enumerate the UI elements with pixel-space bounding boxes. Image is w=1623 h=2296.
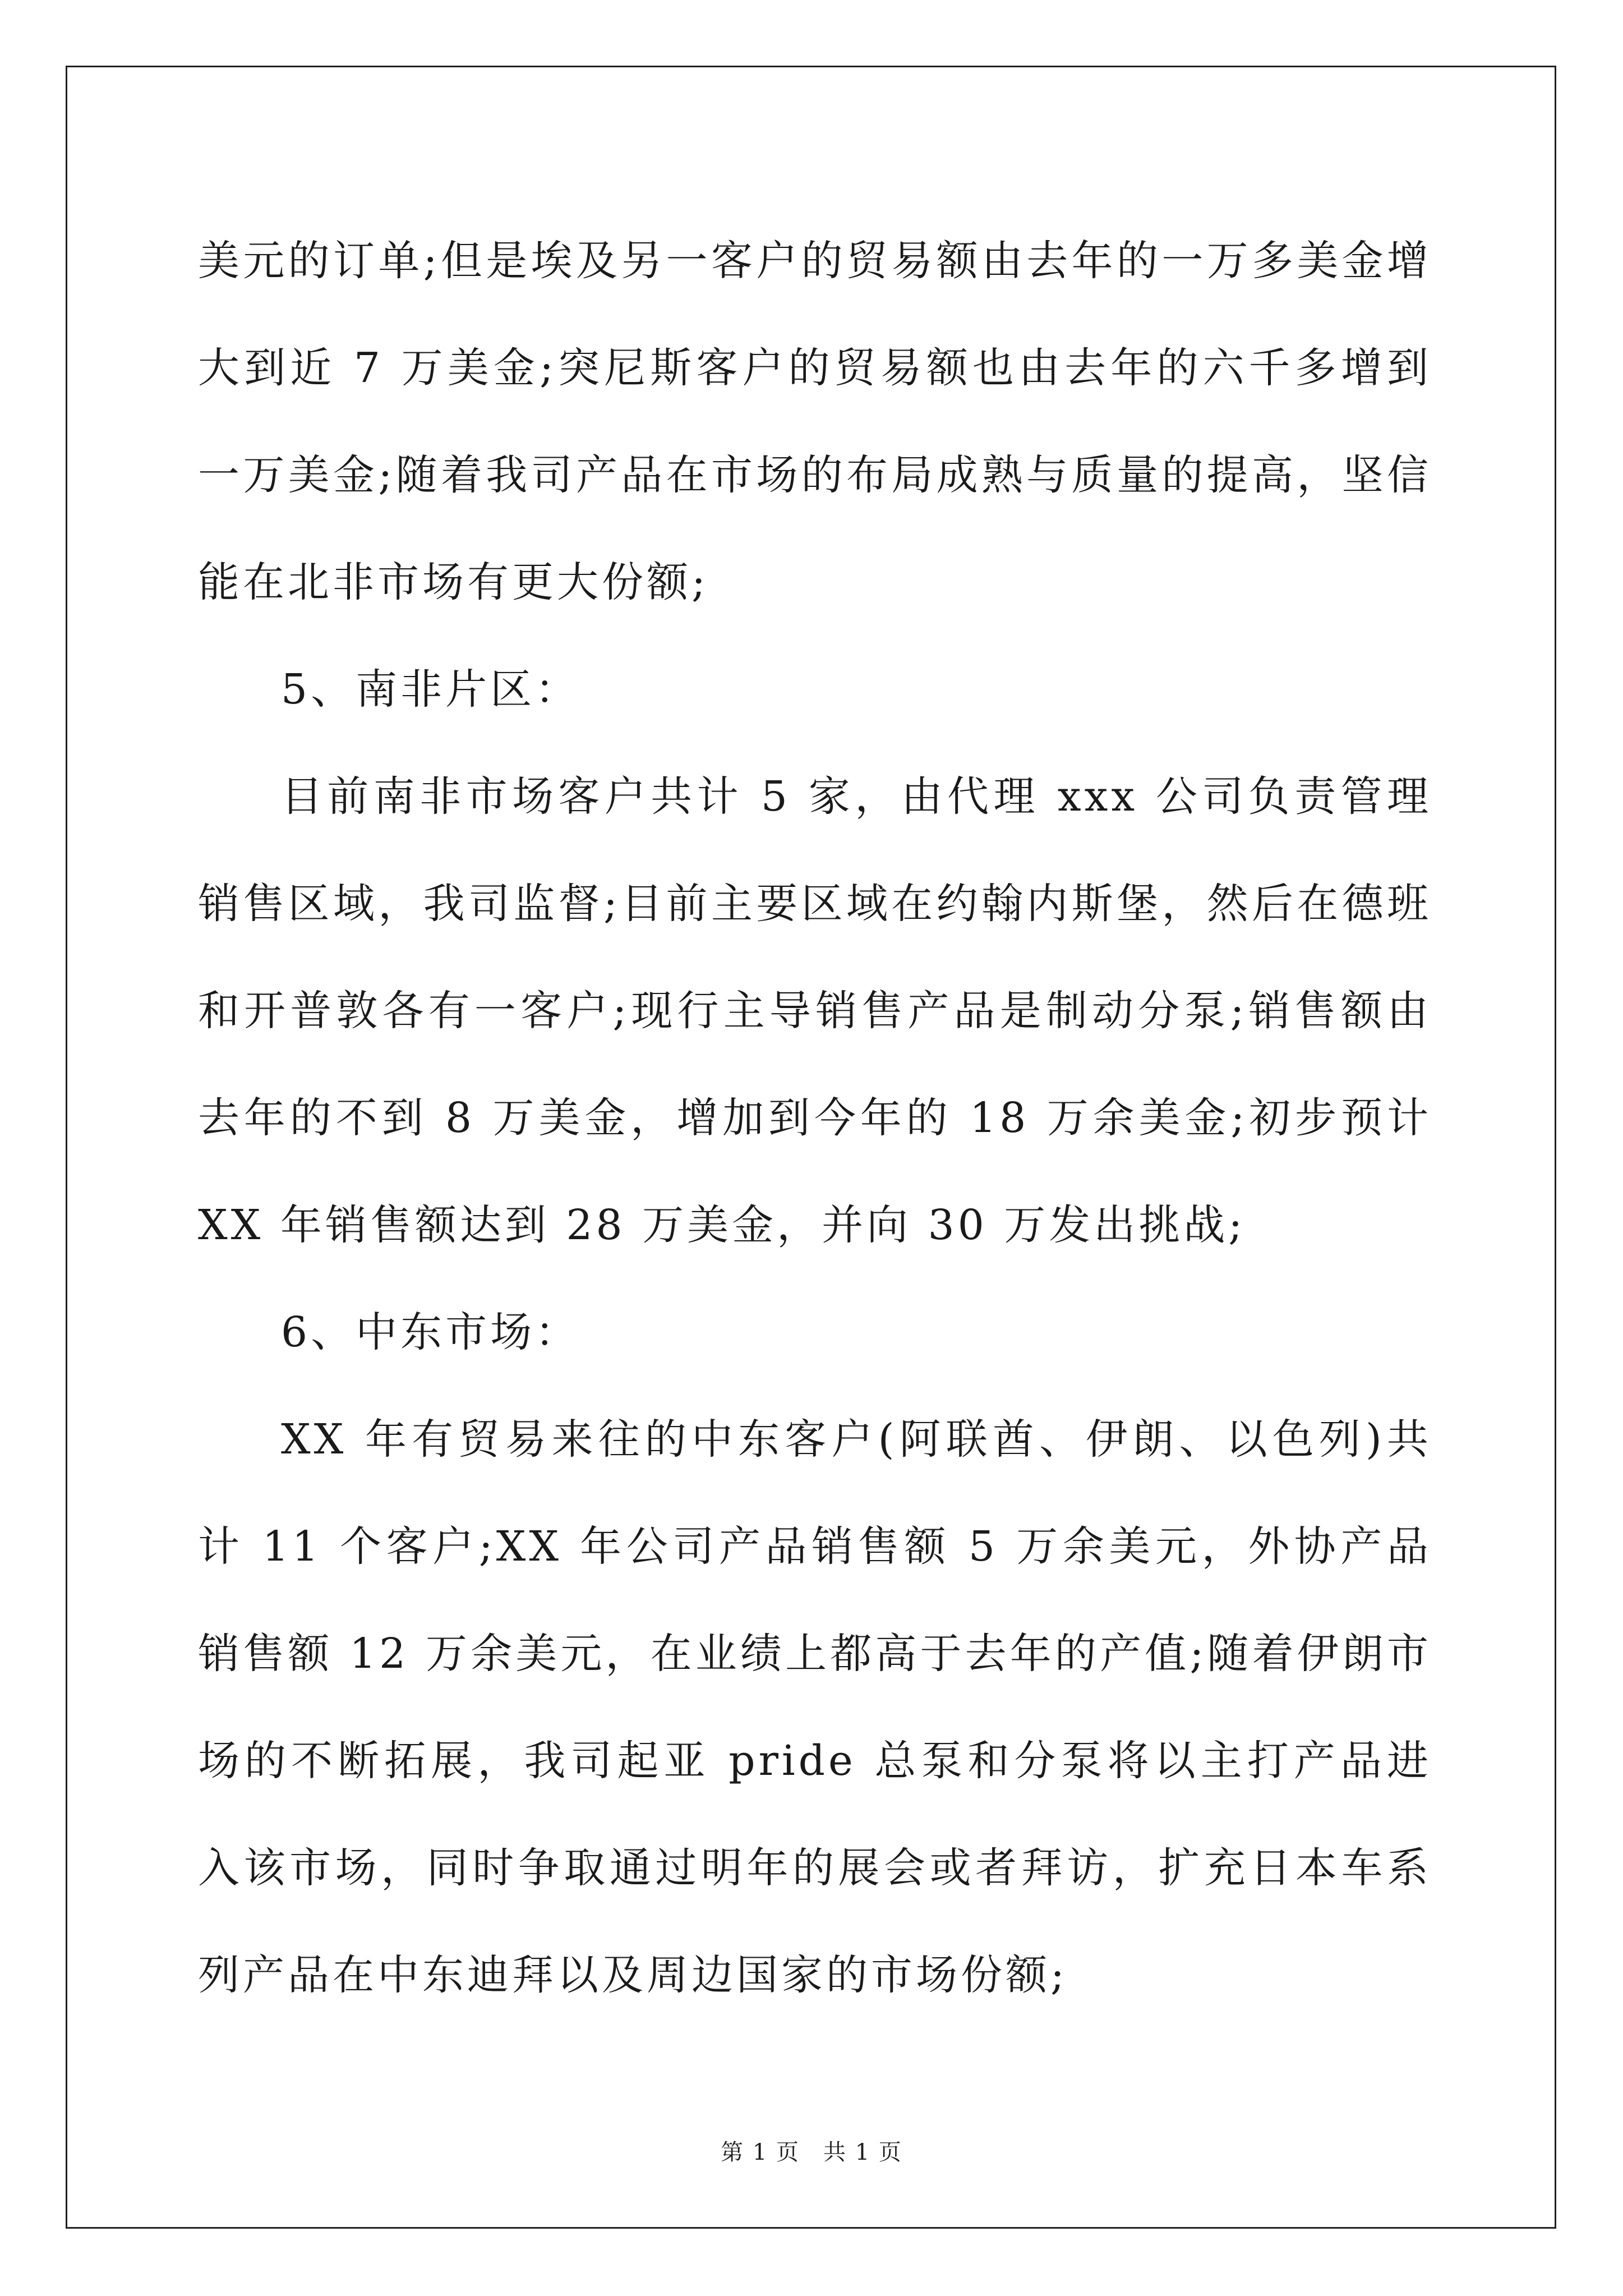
page-number-footer: 第 1 页 共 1 页 [721,2139,902,2165]
document-body [198,208,1432,2029]
paragraph-middle-east: XX 年有贸易来往的中东客户(阿联酋、伊朗、以色列)共计 11 个客户;XX 年公司产品销售额 5 万余美元，外协产品销售额 12 万余美元，在业绩上都高于去年的产值;随着伊朗市场的不断拓展，我司起亚 pride 总泵和分泵将以主打产品进入该市场，同时争取通过明年的展会或者拜访，扩充日本车系列产品在中东迪拜以及周边国家的市场份额; [198,1415,1432,1999]
heading-south-africa: 5、南非片区： [281,665,580,714]
heading-middle-east: 6、中东市场： [281,1308,580,1356]
paragraph-north-africa-continued: 美元的订单;但是埃及另一客户的贸易额由去年的一万多美金增大到近 7 万美金;突尼斯客户的贸易额也由去年的六千多增到一万美金;随着我司产品在市场的布局成熟与质量的提高，坚信能在北非市场有更大份额; [198,237,1432,606]
paragraph-south-africa: 目前南非市场客户共计 5 家，由代理 xxx 公司负责管理销售区域，我司监督;目前主要区域在约翰内斯堡，然后在德班和开普敦各有一客户;现行主导销售产品是制动分泵;销售额由去年的不到 8 万美金，增加到今年的 18 万余美金;初步预计 XX 年销售额达到 28 万美金，并向 30 万发出挑战; [198,772,1432,1249]
